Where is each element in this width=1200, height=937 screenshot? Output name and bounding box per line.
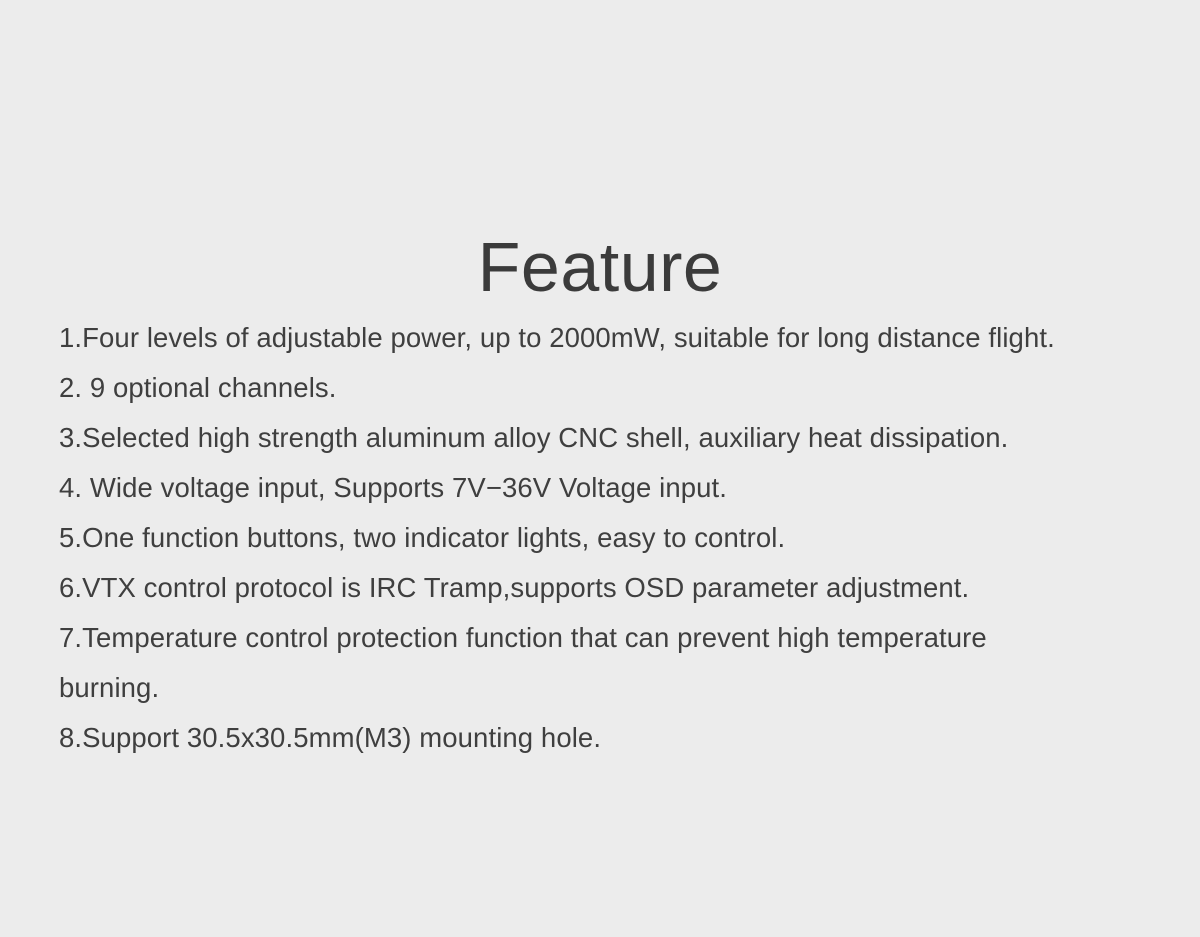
feature-item: 2. 9 optional channels. bbox=[59, 372, 337, 403]
feature-item: 1.Four levels of adjustable power, up to 2000mW, suitable for long distance flight. bbox=[59, 322, 1055, 353]
feature-item: 6.VTX control protocol is IRC Tramp,supports OSD parameter adjustment. bbox=[59, 572, 970, 603]
feature-item: 8.Support 30.5x30.5mm(M3) mounting hole. bbox=[59, 722, 602, 753]
feature-item: 4. Wide voltage input, Supports 7V−36V Voltage input. bbox=[59, 472, 728, 503]
feature-item: 7.Temperature control protection function that can prevent high temperature burning. bbox=[59, 622, 987, 703]
feature-item: 3.Selected high strength aluminum alloy CNC shell, auxiliary heat dissipation. bbox=[59, 422, 1009, 453]
page-title: Feature bbox=[477, 227, 723, 306]
feature-item: 5.One function buttons, two indicator lights, easy to control. bbox=[59, 522, 786, 553]
feature-list bbox=[59, 313, 1089, 763]
